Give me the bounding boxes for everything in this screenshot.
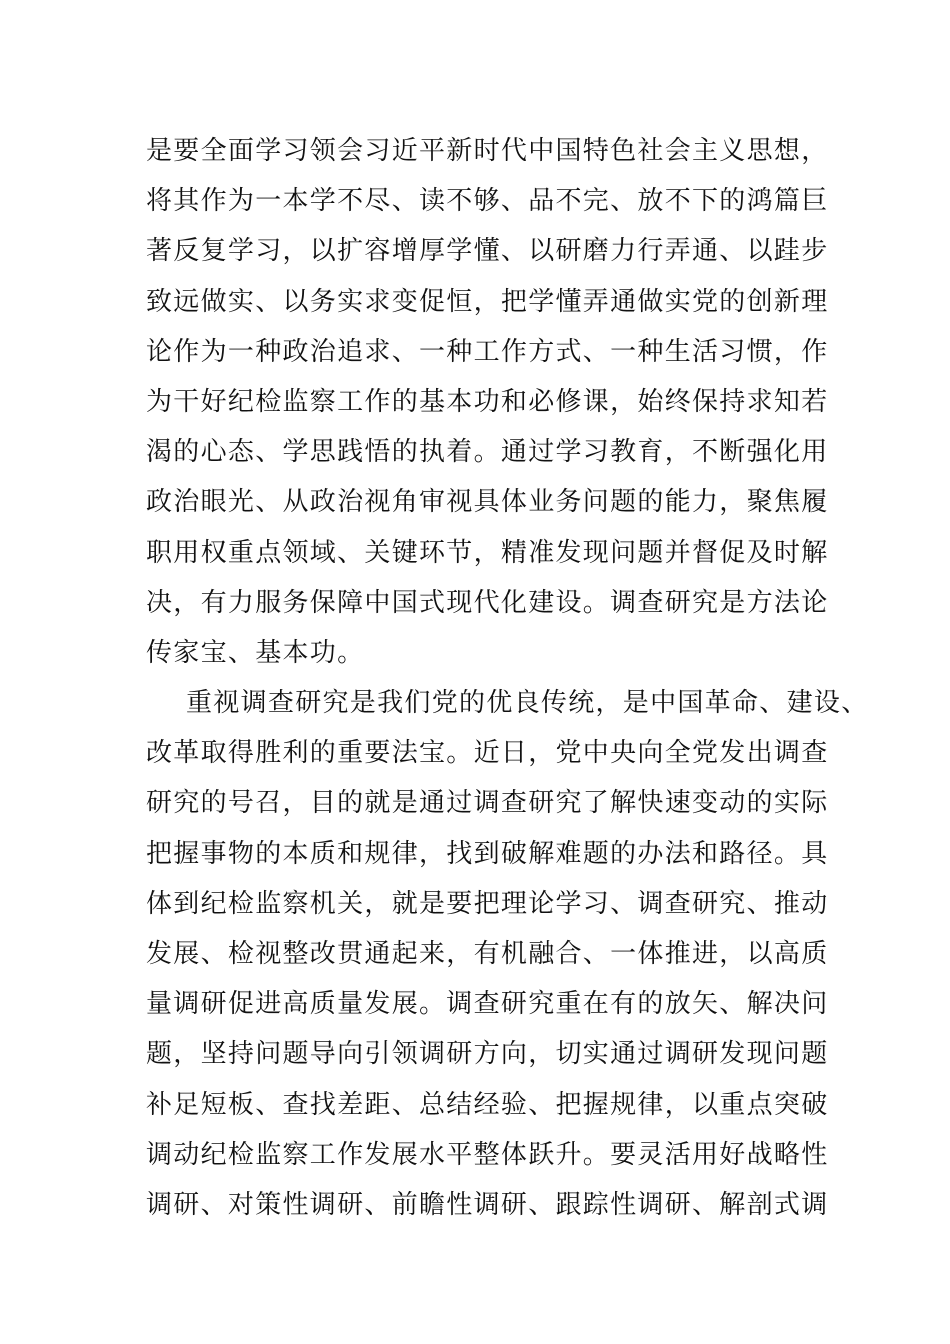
text-line: 量调研促进高质量发展。调查研究重在有的放矢、解决问 — [146, 989, 829, 1020]
text-line: 体到纪检监察机关，就是要把理论学习、调查研究、推动 — [146, 888, 829, 919]
text-line: 题，坚持问题导向引领调研方向，切实通过调研发现问题 — [146, 1039, 829, 1070]
text-line: 为干好纪检监察工作的基本功和必修课，始终保持求知若 — [146, 386, 829, 417]
text-line: 调动纪检监察工作发展水平整体跃升。要灵活用好战略性 — [146, 1139, 829, 1170]
text-line: 政治眼光、从政治视角审视具体业务问题的能力，聚焦履 — [146, 487, 829, 518]
text-line: 改革取得胜利的重要法宝。近日，党中央向全党发出调查 — [146, 738, 829, 769]
text-line: 传家宝、基本功。 — [146, 637, 365, 668]
text-line: 发展、检视整改贯通起来，有机融合、一体推进，以高质 — [146, 939, 829, 969]
paragraph-2 — [146, 678, 869, 1230]
text-line: 把握事物的本质和规律，找到破解难题的办法和路径。具 — [146, 838, 829, 869]
body-text — [146, 126, 869, 1230]
text-line: 将其作为一本学不尽、读不够、品不完、放不下的鸿篇巨 — [146, 186, 829, 217]
text-line: 补足短板、查找差距、总结经验、把握规律，以重点突破 — [146, 1089, 829, 1120]
text-line: 是要全面学习领会习近平新时代中国特色社会主义思想， — [146, 136, 829, 166]
text-line: 研究的号召，目的就是通过调查研究了解快速变动的实际 — [146, 788, 829, 819]
text-line-indented: 重视调查研究是我们党的优良传统，是中国革命、建设、 — [186, 688, 869, 719]
text-line: 调研、对策性调研、前瞻性调研、跟踪性调研、解剖式调 — [146, 1189, 829, 1220]
text-line: 致远做实、以务实求变促恒，把学懂弄通做实党的创新理 — [146, 286, 829, 317]
text-line: 渴的心态、学思践悟的执着。通过学习教育，不断强化用 — [146, 437, 829, 468]
paragraph-1 — [146, 126, 829, 678]
text-line: 职用权重点领域、关键环节，精准发现问题并督促及时解 — [146, 537, 829, 568]
text-line: 决，有力服务保障中国式现代化建设。调查研究是方法论 — [146, 587, 829, 618]
text-line: 论作为一种政治追求、一种工作方式、一种生活习惯，作 — [146, 336, 829, 367]
text-line: 著反复学习，以扩容增厚学懂、以研磨力行弄通、以跬步 — [146, 236, 829, 267]
